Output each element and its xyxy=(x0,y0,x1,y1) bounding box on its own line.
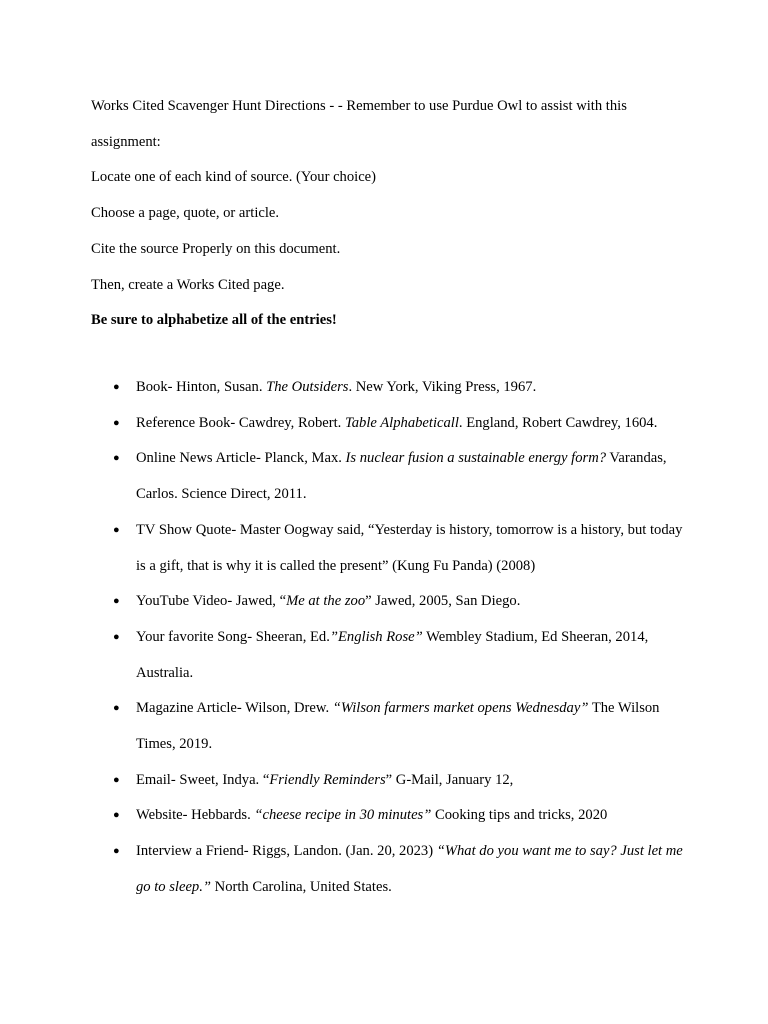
source-online-news-article: ● Online News Article- Planck, Max. Is nuclear fusion a sustainable energy form? Varandas, Carlos. Science Direct, 2011. xyxy=(91,441,691,512)
source-reference-book: ● Reference Book- Cawdrey, Robert. Table Alphabeticall. England, Robert Cawdrey, 1604. xyxy=(91,406,691,442)
direction-alphabetize: Be sure to alphabetize all of the entries! xyxy=(91,312,337,329)
bullet-icon: ● xyxy=(113,381,120,393)
source-interview: ● Interview a Friend- Riggs, Landon. (Jan. 20, 2023) “What do you want me to say? Just let me go to sleep.” North Carolina, United States. xyxy=(91,834,691,905)
direction-cite: Cite the source Properly on this document. xyxy=(91,240,341,257)
directions-section xyxy=(91,89,691,339)
bullet-icon: ● xyxy=(113,630,120,643)
direction-choose: Choose a page, quote, or article. xyxy=(91,205,280,222)
directions-heading: Works Cited Scavenger Hunt Directions - - Remember to use Purdue Owl to assist with this assignment: xyxy=(91,98,627,150)
bullet-icon: ● xyxy=(113,523,120,536)
source-book: ● Book- Hinton, Susan. The Outsiders. New York, Viking Press, 1967. xyxy=(91,370,691,406)
source-email: ● Email- Sweet, Indya. “Friendly Reminders” G-Mail, January 12, xyxy=(91,763,691,799)
source-website: ● Website- Hebbards. “cheese recipe in 30 minutes” Cooking tips and tricks, 2020 xyxy=(91,798,691,834)
source-list xyxy=(91,370,691,906)
source-tv-show-quote: ● TV Show Quote- Master Oogway said, “Yesterday is history, tomorrow is a history, but today is a gift, that is why it is called the present” (Kung Fu Panda) (2008) xyxy=(91,513,691,584)
direction-works-cited: Then, create a Works Cited page. xyxy=(91,276,285,293)
bullet-icon: ● xyxy=(113,845,120,858)
source-favorite-song: ● Your favorite Song- Sheeran, Ed.”English Rose” Wembley Stadium, Ed Sheeran, 2014, Australia. xyxy=(91,620,691,691)
bullet-icon: ● xyxy=(113,773,120,786)
source-youtube-video: ● YouTube Video- Jawed, “Me at the zoo” Jawed, 2005, San Diego. xyxy=(91,584,691,620)
direction-locate: Locate one of each kind of source. (Your choice) xyxy=(91,169,377,186)
source-magazine-article: ● Magazine Article- Wilson, Drew. “Wilson farmers market opens Wednesday” The Wilson Times, 2019. xyxy=(91,691,691,762)
bullet-icon: ● xyxy=(113,595,120,608)
bullet-icon: ● xyxy=(113,809,120,822)
bullet-icon: ● xyxy=(113,452,120,465)
bullet-icon: ● xyxy=(113,702,120,715)
bullet-icon: ● xyxy=(113,416,120,429)
